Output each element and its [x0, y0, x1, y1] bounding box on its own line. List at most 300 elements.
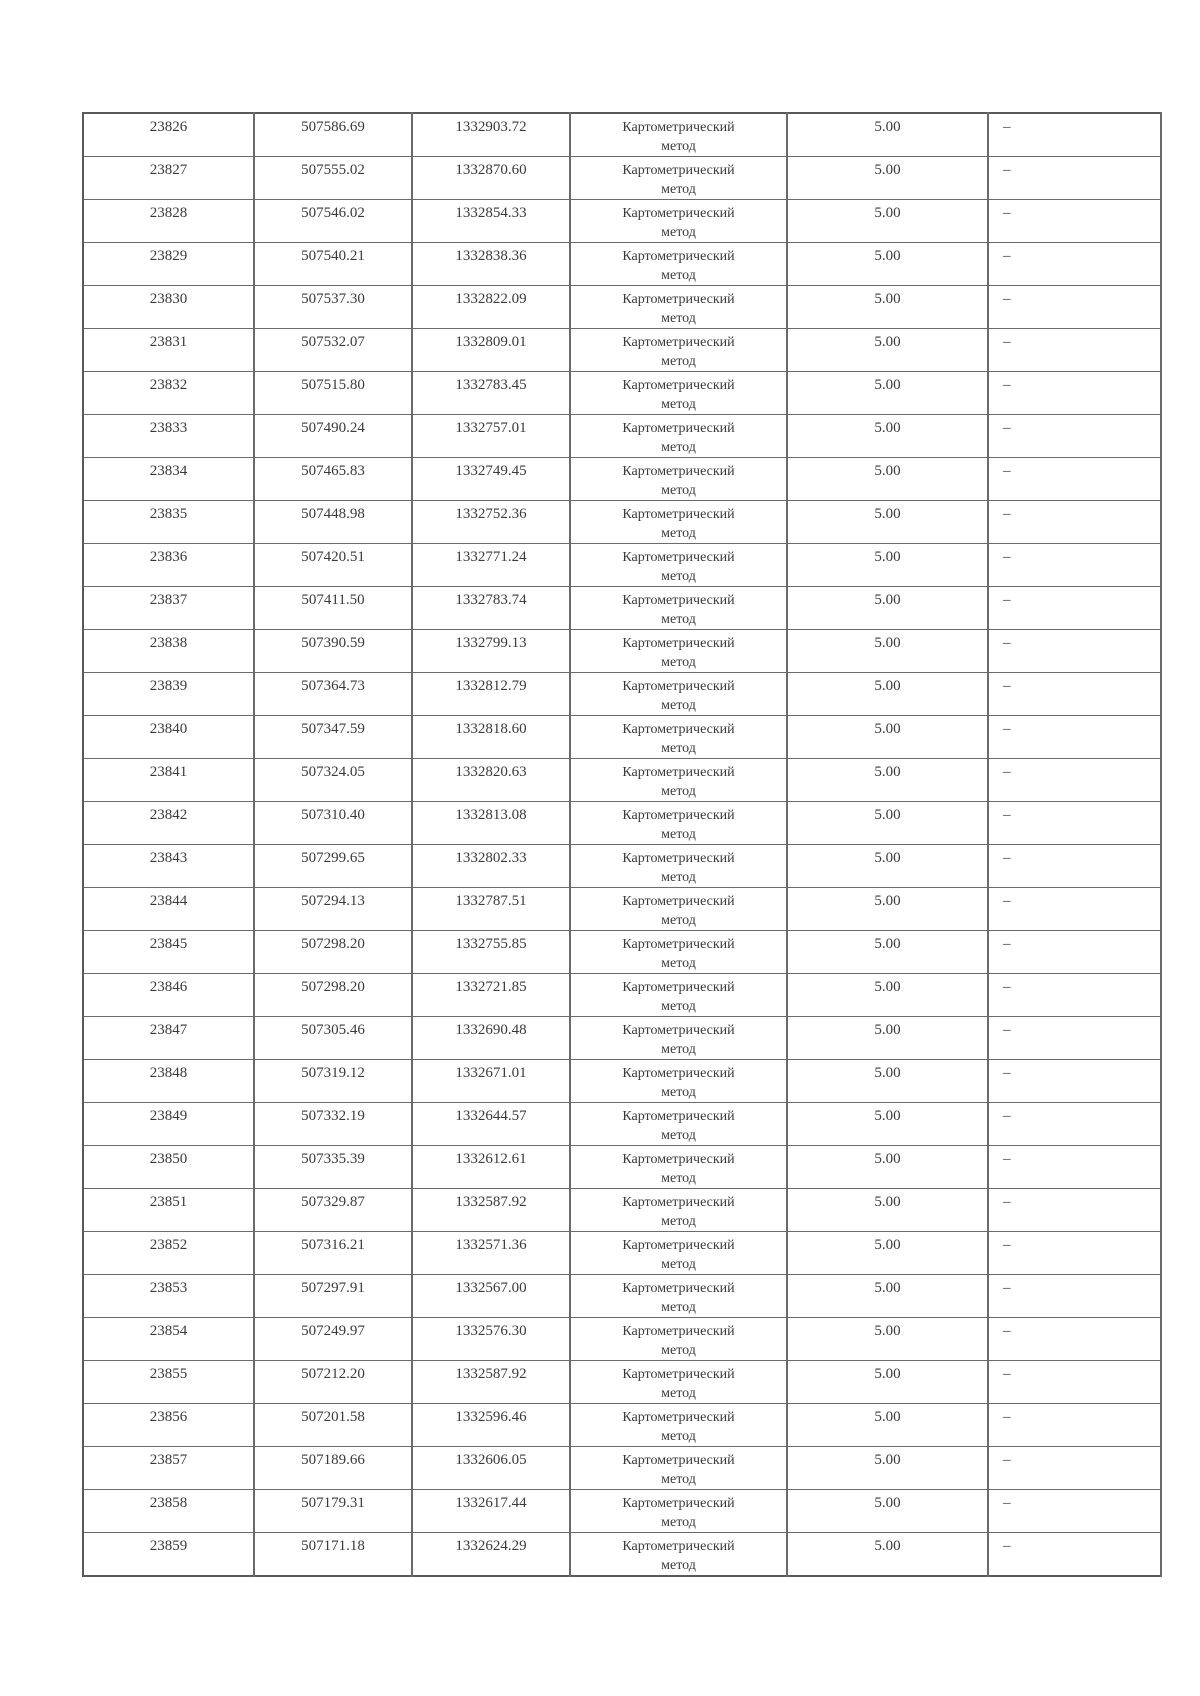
method-line-2: метод: [661, 741, 696, 756]
note-cell: –: [988, 587, 1161, 630]
method-cell: [570, 1275, 787, 1318]
x-coordinate-cell: 507329.87: [254, 1189, 412, 1232]
point-number-cell: 23828: [83, 200, 254, 243]
method-cell: [570, 157, 787, 200]
accuracy-cell: 5.00: [787, 200, 988, 243]
table-row: [83, 113, 1161, 157]
note-cell: –: [988, 931, 1161, 974]
point-number-cell: 23849: [83, 1103, 254, 1146]
x-coordinate-cell: 507299.65: [254, 845, 412, 888]
note-cell: –: [988, 1060, 1161, 1103]
point-number-cell: 23836: [83, 544, 254, 587]
y-coordinate-cell: 1332809.01: [412, 329, 570, 372]
point-number-cell: 23829: [83, 243, 254, 286]
note-cell: –: [988, 544, 1161, 587]
point-number-cell: 23826: [83, 113, 254, 157]
method-line-2: метод: [661, 827, 696, 842]
method-cell: [570, 716, 787, 759]
method-line-2: метод: [661, 1042, 696, 1057]
method-line-1: Картометрический: [622, 378, 735, 393]
x-coordinate-cell: 507390.59: [254, 630, 412, 673]
method-line-2: метод: [661, 397, 696, 412]
accuracy-cell: 5.00: [787, 501, 988, 544]
coordinates-table-body: [83, 113, 1161, 1576]
y-coordinate-cell: 1332587.92: [412, 1361, 570, 1404]
method-cell: [570, 845, 787, 888]
method-line-1: Картометрический: [622, 1496, 735, 1511]
method-line-2: метод: [661, 956, 696, 971]
table-row: [83, 1490, 1161, 1533]
x-coordinate-cell: 507310.40: [254, 802, 412, 845]
note-cell: –: [988, 845, 1161, 888]
y-coordinate-cell: 1332671.01: [412, 1060, 570, 1103]
y-coordinate-cell: 1332617.44: [412, 1490, 570, 1533]
method-line-2: метод: [661, 1472, 696, 1487]
method-line-2: метод: [661, 354, 696, 369]
point-number-cell: 23839: [83, 673, 254, 716]
accuracy-cell: 5.00: [787, 888, 988, 931]
accuracy-cell: 5.00: [787, 1447, 988, 1490]
method-line-2: метод: [661, 225, 696, 240]
y-coordinate-cell: 1332818.60: [412, 716, 570, 759]
method-line-1: Картометрический: [622, 507, 735, 522]
method-cell: [570, 1533, 787, 1577]
coordinates-table: [82, 112, 1162, 1577]
table-row: [83, 1533, 1161, 1577]
note-cell: –: [988, 1361, 1161, 1404]
x-coordinate-cell: 507411.50: [254, 587, 412, 630]
method-line-1: Картометрический: [622, 679, 735, 694]
point-number-cell: 23843: [83, 845, 254, 888]
x-coordinate-cell: 507179.31: [254, 1490, 412, 1533]
y-coordinate-cell: 1332799.13: [412, 630, 570, 673]
y-coordinate-cell: 1332870.60: [412, 157, 570, 200]
note-cell: –: [988, 1275, 1161, 1318]
method-cell: [570, 759, 787, 802]
table-row: [83, 630, 1161, 673]
point-number-cell: 23840: [83, 716, 254, 759]
method-cell: [570, 1232, 787, 1275]
accuracy-cell: 5.00: [787, 1017, 988, 1060]
note-cell: –: [988, 458, 1161, 501]
x-coordinate-cell: 507316.21: [254, 1232, 412, 1275]
table-row: [83, 286, 1161, 329]
accuracy-cell: 5.00: [787, 1361, 988, 1404]
point-number-cell: 23848: [83, 1060, 254, 1103]
point-number-cell: 23847: [83, 1017, 254, 1060]
table-row: [83, 845, 1161, 888]
table-row: [83, 1017, 1161, 1060]
note-cell: –: [988, 501, 1161, 544]
method-cell: [570, 630, 787, 673]
point-number-cell: 23846: [83, 974, 254, 1017]
method-line-2: метод: [661, 483, 696, 498]
x-coordinate-cell: 507297.91: [254, 1275, 412, 1318]
method-line-1: Картометрический: [622, 722, 735, 737]
point-number-cell: 23854: [83, 1318, 254, 1361]
note-cell: –: [988, 630, 1161, 673]
method-line-1: Картометрический: [622, 206, 735, 221]
x-coordinate-cell: 507332.19: [254, 1103, 412, 1146]
method-line-1: Картометрический: [622, 1324, 735, 1339]
method-line-1: Картометрический: [622, 593, 735, 608]
x-coordinate-cell: 507546.02: [254, 200, 412, 243]
x-coordinate-cell: 507319.12: [254, 1060, 412, 1103]
note-cell: –: [988, 716, 1161, 759]
accuracy-cell: 5.00: [787, 1232, 988, 1275]
y-coordinate-cell: 1332749.45: [412, 458, 570, 501]
method-cell: [570, 931, 787, 974]
accuracy-cell: 5.00: [787, 1060, 988, 1103]
point-number-cell: 23827: [83, 157, 254, 200]
method-line-2: метод: [661, 698, 696, 713]
point-number-cell: 23841: [83, 759, 254, 802]
point-number-cell: 23838: [83, 630, 254, 673]
x-coordinate-cell: 507532.07: [254, 329, 412, 372]
method-cell: [570, 544, 787, 587]
y-coordinate-cell: 1332820.63: [412, 759, 570, 802]
accuracy-cell: 5.00: [787, 372, 988, 415]
x-coordinate-cell: 507171.18: [254, 1533, 412, 1577]
table-row: [83, 544, 1161, 587]
table-row: [83, 1361, 1161, 1404]
y-coordinate-cell: 1332802.33: [412, 845, 570, 888]
table-row: [83, 372, 1161, 415]
note-cell: –: [988, 1490, 1161, 1533]
y-coordinate-cell: 1332690.48: [412, 1017, 570, 1060]
note-cell: –: [988, 200, 1161, 243]
method-line-2: метод: [661, 1257, 696, 1272]
method-line-2: метод: [661, 612, 696, 627]
method-line-2: метод: [661, 1429, 696, 1444]
accuracy-cell: 5.00: [787, 974, 988, 1017]
method-line-1: Картометрический: [622, 1410, 735, 1425]
table-row: [83, 587, 1161, 630]
method-line-2: метод: [661, 1343, 696, 1358]
method-line-2: метод: [661, 526, 696, 541]
point-number-cell: 23859: [83, 1533, 254, 1577]
note-cell: –: [988, 1404, 1161, 1447]
method-line-1: Картометрический: [622, 937, 735, 952]
method-line-2: метод: [661, 870, 696, 885]
method-line-1: Картометрический: [622, 808, 735, 823]
method-line-2: метод: [661, 569, 696, 584]
table-row: [83, 1447, 1161, 1490]
method-line-2: метод: [661, 440, 696, 455]
note-cell: –: [988, 759, 1161, 802]
accuracy-cell: 5.00: [787, 329, 988, 372]
point-number-cell: 23844: [83, 888, 254, 931]
method-line-2: метод: [661, 1171, 696, 1186]
method-line-1: Картометрический: [622, 851, 735, 866]
table-row: [83, 888, 1161, 931]
y-coordinate-cell: 1332644.57: [412, 1103, 570, 1146]
point-number-cell: 23853: [83, 1275, 254, 1318]
note-cell: –: [988, 888, 1161, 931]
y-coordinate-cell: 1332757.01: [412, 415, 570, 458]
method-cell: [570, 501, 787, 544]
method-line-1: Картометрический: [622, 894, 735, 909]
table-row: [83, 759, 1161, 802]
x-coordinate-cell: 507305.46: [254, 1017, 412, 1060]
accuracy-cell: 5.00: [787, 415, 988, 458]
y-coordinate-cell: 1332624.29: [412, 1533, 570, 1577]
table-row: [83, 501, 1161, 544]
accuracy-cell: 5.00: [787, 845, 988, 888]
method-line-1: Картометрический: [622, 550, 735, 565]
y-coordinate-cell: 1332783.74: [412, 587, 570, 630]
method-line-2: метод: [661, 655, 696, 670]
x-coordinate-cell: 507420.51: [254, 544, 412, 587]
method-line-1: Картометрический: [622, 1367, 735, 1382]
note-cell: –: [988, 286, 1161, 329]
accuracy-cell: 5.00: [787, 458, 988, 501]
point-number-cell: 23858: [83, 1490, 254, 1533]
y-coordinate-cell: 1332567.00: [412, 1275, 570, 1318]
y-coordinate-cell: 1332576.30: [412, 1318, 570, 1361]
accuracy-cell: 5.00: [787, 1533, 988, 1577]
table-row: [83, 1060, 1161, 1103]
method-line-1: Картометрический: [622, 980, 735, 995]
method-cell: [570, 1490, 787, 1533]
x-coordinate-cell: 507586.69: [254, 113, 412, 157]
point-number-cell: 23845: [83, 931, 254, 974]
point-number-cell: 23842: [83, 802, 254, 845]
accuracy-cell: 5.00: [787, 1318, 988, 1361]
method-cell: [570, 1146, 787, 1189]
x-coordinate-cell: 507324.05: [254, 759, 412, 802]
note-cell: –: [988, 1189, 1161, 1232]
method-line-2: метод: [661, 999, 696, 1014]
method-cell: [570, 286, 787, 329]
x-coordinate-cell: 507515.80: [254, 372, 412, 415]
method-cell: [570, 1060, 787, 1103]
method-line-2: метод: [661, 1515, 696, 1530]
y-coordinate-cell: 1332587.92: [412, 1189, 570, 1232]
table-row: [83, 243, 1161, 286]
method-cell: [570, 888, 787, 931]
method-line-1: Картометрический: [622, 163, 735, 178]
note-cell: –: [988, 329, 1161, 372]
method-line-1: Картометрический: [622, 1453, 735, 1468]
method-line-2: метод: [661, 784, 696, 799]
note-cell: –: [988, 1017, 1161, 1060]
note-cell: –: [988, 673, 1161, 716]
method-cell: [570, 200, 787, 243]
method-line-1: Картометрический: [622, 1152, 735, 1167]
x-coordinate-cell: 507465.83: [254, 458, 412, 501]
method-cell: [570, 1404, 787, 1447]
method-line-1: Картометрический: [622, 292, 735, 307]
point-number-cell: 23855: [83, 1361, 254, 1404]
point-number-cell: 23833: [83, 415, 254, 458]
note-cell: –: [988, 415, 1161, 458]
table-row: [83, 1232, 1161, 1275]
method-cell: [570, 372, 787, 415]
accuracy-cell: 5.00: [787, 243, 988, 286]
method-line-2: метод: [661, 1300, 696, 1315]
method-line-2: метод: [661, 182, 696, 197]
method-cell: [570, 587, 787, 630]
table-row: [83, 458, 1161, 501]
table-row: [83, 974, 1161, 1017]
x-coordinate-cell: 507364.73: [254, 673, 412, 716]
method-cell: [570, 974, 787, 1017]
method-cell: [570, 458, 787, 501]
point-number-cell: 23857: [83, 1447, 254, 1490]
x-coordinate-cell: 507294.13: [254, 888, 412, 931]
y-coordinate-cell: 1332606.05: [412, 1447, 570, 1490]
method-cell: [570, 1318, 787, 1361]
accuracy-cell: 5.00: [787, 630, 988, 673]
method-cell: [570, 673, 787, 716]
accuracy-cell: 5.00: [787, 931, 988, 974]
method-line-1: Картометрический: [622, 1195, 735, 1210]
point-number-cell: 23851: [83, 1189, 254, 1232]
note-cell: –: [988, 157, 1161, 200]
point-number-cell: 23832: [83, 372, 254, 415]
table-row: [83, 415, 1161, 458]
method-cell: [570, 802, 787, 845]
x-coordinate-cell: 507490.24: [254, 415, 412, 458]
table-row: [83, 200, 1161, 243]
note-cell: –: [988, 1103, 1161, 1146]
method-cell: [570, 1017, 787, 1060]
method-cell: [570, 1103, 787, 1146]
method-cell: [570, 113, 787, 157]
table-row: [83, 1275, 1161, 1318]
accuracy-cell: 5.00: [787, 1490, 988, 1533]
y-coordinate-cell: 1332854.33: [412, 200, 570, 243]
x-coordinate-cell: 507347.59: [254, 716, 412, 759]
method-line-1: Картометрический: [622, 249, 735, 264]
method-line-1: Картометрический: [622, 1539, 735, 1554]
method-cell: [570, 1189, 787, 1232]
x-coordinate-cell: 507212.20: [254, 1361, 412, 1404]
accuracy-cell: 5.00: [787, 1275, 988, 1318]
method-line-2: метод: [661, 913, 696, 928]
method-line-1: Картометрический: [622, 636, 735, 651]
note-cell: –: [988, 1232, 1161, 1275]
x-coordinate-cell: 507448.98: [254, 501, 412, 544]
table-row: [83, 931, 1161, 974]
y-coordinate-cell: 1332571.36: [412, 1232, 570, 1275]
method-cell: [570, 1447, 787, 1490]
note-cell: –: [988, 243, 1161, 286]
method-line-1: Картометрический: [622, 1281, 735, 1296]
method-line-1: Картометрический: [622, 765, 735, 780]
method-line-1: Картометрический: [622, 1066, 735, 1081]
y-coordinate-cell: 1332752.36: [412, 501, 570, 544]
x-coordinate-cell: 507298.20: [254, 931, 412, 974]
method-line-2: метод: [661, 1214, 696, 1229]
method-line-2: метод: [661, 311, 696, 326]
accuracy-cell: 5.00: [787, 759, 988, 802]
x-coordinate-cell: 507298.20: [254, 974, 412, 1017]
method-line-2: метод: [661, 139, 696, 154]
table-row: [83, 1146, 1161, 1189]
point-number-cell: 23830: [83, 286, 254, 329]
accuracy-cell: 5.00: [787, 716, 988, 759]
y-coordinate-cell: 1332721.85: [412, 974, 570, 1017]
point-number-cell: 23831: [83, 329, 254, 372]
table-row: [83, 1103, 1161, 1146]
y-coordinate-cell: 1332838.36: [412, 243, 570, 286]
accuracy-cell: 5.00: [787, 157, 988, 200]
method-cell: [570, 329, 787, 372]
point-number-cell: 23852: [83, 1232, 254, 1275]
table-row: [83, 1404, 1161, 1447]
x-coordinate-cell: 507189.66: [254, 1447, 412, 1490]
note-cell: –: [988, 372, 1161, 415]
accuracy-cell: 5.00: [787, 587, 988, 630]
y-coordinate-cell: 1332812.79: [412, 673, 570, 716]
table-row: [83, 802, 1161, 845]
y-coordinate-cell: 1332596.46: [412, 1404, 570, 1447]
method-line-1: Картометрический: [622, 1109, 735, 1124]
x-coordinate-cell: 507201.58: [254, 1404, 412, 1447]
accuracy-cell: 5.00: [787, 802, 988, 845]
accuracy-cell: 5.00: [787, 544, 988, 587]
note-cell: –: [988, 1533, 1161, 1577]
method-cell: [570, 415, 787, 458]
note-cell: –: [988, 974, 1161, 1017]
method-line-1: Картометрический: [622, 120, 735, 135]
note-cell: –: [988, 802, 1161, 845]
method-cell: [570, 1361, 787, 1404]
note-cell: –: [988, 1447, 1161, 1490]
y-coordinate-cell: 1332612.61: [412, 1146, 570, 1189]
note-cell: –: [988, 1146, 1161, 1189]
note-cell: –: [988, 1318, 1161, 1361]
table-row: [83, 1318, 1161, 1361]
method-line-1: Картометрический: [622, 1238, 735, 1253]
method-line-2: метод: [661, 1085, 696, 1100]
note-cell: –: [988, 113, 1161, 157]
x-coordinate-cell: 507555.02: [254, 157, 412, 200]
method-line-1: Картометрический: [622, 335, 735, 350]
point-number-cell: 23856: [83, 1404, 254, 1447]
x-coordinate-cell: 507537.30: [254, 286, 412, 329]
table-row: [83, 157, 1161, 200]
point-number-cell: 23850: [83, 1146, 254, 1189]
point-number-cell: 23837: [83, 587, 254, 630]
y-coordinate-cell: 1332822.09: [412, 286, 570, 329]
accuracy-cell: 5.00: [787, 286, 988, 329]
x-coordinate-cell: 507335.39: [254, 1146, 412, 1189]
accuracy-cell: 5.00: [787, 1103, 988, 1146]
table-row: [83, 329, 1161, 372]
accuracy-cell: 5.00: [787, 113, 988, 157]
x-coordinate-cell: 507249.97: [254, 1318, 412, 1361]
y-coordinate-cell: 1332783.45: [412, 372, 570, 415]
x-coordinate-cell: 507540.21: [254, 243, 412, 286]
accuracy-cell: 5.00: [787, 673, 988, 716]
table-row: [83, 1189, 1161, 1232]
table-row: [83, 716, 1161, 759]
accuracy-cell: 5.00: [787, 1404, 988, 1447]
y-coordinate-cell: 1332903.72: [412, 113, 570, 157]
table-row: [83, 673, 1161, 716]
method-cell: [570, 243, 787, 286]
accuracy-cell: 5.00: [787, 1146, 988, 1189]
y-coordinate-cell: 1332787.51: [412, 888, 570, 931]
point-number-cell: 23835: [83, 501, 254, 544]
method-line-1: Картометрический: [622, 1023, 735, 1038]
method-line-2: метод: [661, 1386, 696, 1401]
y-coordinate-cell: 1332755.85: [412, 931, 570, 974]
y-coordinate-cell: 1332813.08: [412, 802, 570, 845]
